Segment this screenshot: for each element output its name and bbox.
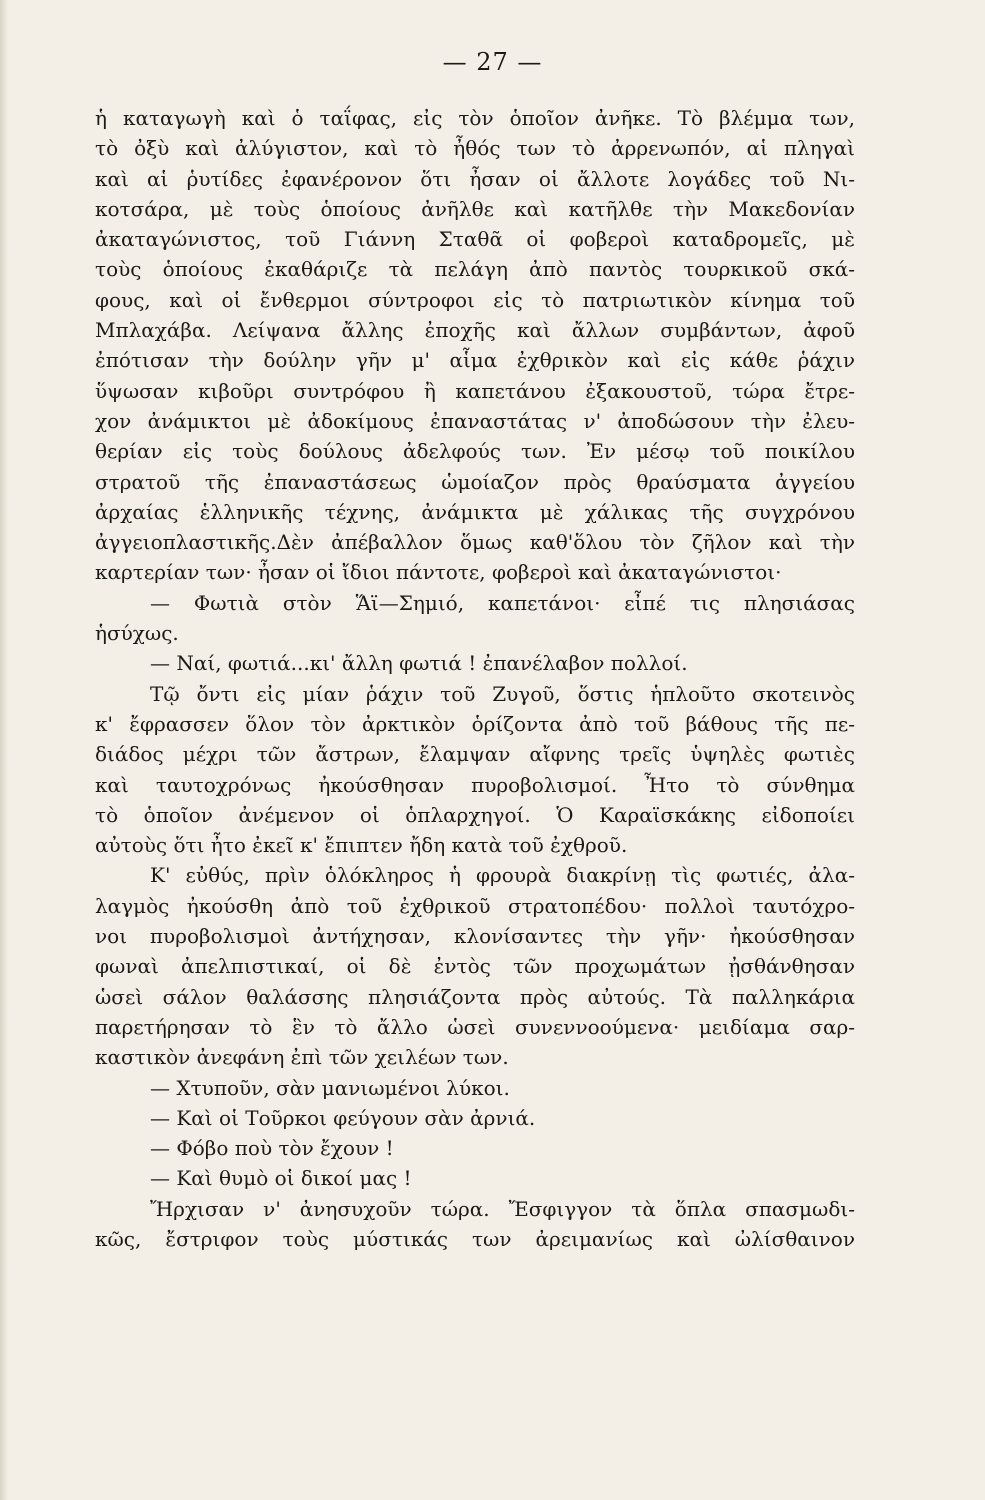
text-line: κ' ἔφρασσεν ὅλον τὸν ἀρκτικὸν ὁρίζοντα ἀπὸ τοῦ βάθους τῆς πε-	[95, 711, 855, 736]
text-line: παρετήρησαν τὸ ἓν τὸ ἄλλο ὡσεὶ συνεννοούμενα· μειδίαμα σαρ-	[95, 1014, 855, 1039]
text-line: διάδος μέχρι τῶν ἄστρων, ἔλαμψαν αἴφνης τρεῖς ὑψηλὲς φωτιὲς	[95, 742, 855, 767]
text-line: — Φόβο ποὺ τὸν ἔχουν !	[150, 1136, 394, 1161]
body-text	[95, 103, 855, 1254]
text-line: τὸ ὁποῖον ἀνέμενον οἱ ὁπλαρχηγοί. Ὁ Καραϊσκάκης εἰδοποίει	[95, 802, 855, 827]
text-line: αὐτοὺς ὅτι ἦτο ἐκεῖ κ' ἔπιπτεν ἤδη κατὰ τοῦ ἐχθροῦ.	[95, 833, 628, 858]
text-line: — Φωτιὰ στὸν Ἅϊ—Σημιό, καπετάνοι· εἶπέ τις πλησιάσας	[150, 590, 855, 615]
paragraph-dialog	[95, 648, 855, 678]
text-line: κῶς, ἔστριφον τοὺς μύστικάς των ἀρειμανίως καὶ ὠλίσθαινον	[95, 1226, 855, 1251]
text-line: — Χτυποῦν, σὰν μανιωμένοι λύκοι.	[150, 1075, 510, 1100]
text-line: καὶ αἱ ῥυτίδες ἐφανέρονον ὅτι ἦσαν οἱ ἄλλοτε λογάδες τοῦ Νι-	[95, 166, 855, 191]
text-line: ὕψωσαν κιβοῦρι συντρόφου ἢ καπετάνου ἐξακουστοῦ, τώρα ἔτρε-	[95, 378, 855, 403]
text-line: φους, καὶ οἱ ἔνθερμοι σύντροφοι εἰς τὸ πατριωτικὸν κίνημα τοῦ	[95, 287, 855, 312]
paragraph-dialog	[95, 1073, 855, 1103]
text-line: ἡσύχως.	[95, 621, 179, 646]
text-line: τὸ ὀξὺ καὶ ἀλύγιστον, καὶ τὸ ἦθός των τὸ ἀρρενωπόν, αἱ πληγαὶ	[95, 136, 855, 161]
text-line: τοὺς ὁποίους ἐκαθάριζε τὰ πελάγη ἀπὸ παντὸς τουρκικοῦ σκά-	[95, 257, 855, 282]
text-line: ἀρχαίας ἑλληνικῆς τέχνης, ἀνάμικτα μὲ χάλικας τῆς συγχρόνου	[95, 499, 855, 524]
text-line: θερίαν εἰς τοὺς δούλους ἀδελφούς των. Ἐν μέσῳ τοῦ ποικίλου	[95, 439, 855, 464]
text-line: στρατοῦ τῆς ἐπαναστάσεως ὡμοίαζον πρὸς θραύσματα ἀγγείου	[95, 469, 855, 494]
text-line: λαγμὸς ἠκούσθη ἀπὸ τοῦ ἐχθρικοῦ στρατοπέδου· πολλοὶ ταυτόχρο-	[95, 893, 855, 918]
paragraph	[95, 860, 855, 1072]
text-line: καρτερίαν των· ἦσαν οἱ ἴδιοι πάντοτε, φοβεροὶ καὶ ἀκαταγώνιστοι·	[95, 560, 782, 585]
text-line: Τῷ ὄντι εἰς μίαν ῥάχιν τοῦ Ζυγοῦ, ὅστις ἡπλοῦτο σκοτεινὸς	[150, 681, 855, 706]
paragraph-dialog	[95, 1103, 855, 1133]
text-line: — Καὶ οἱ Τοῦρκοι φεύγουν σὰν ἀρνιά.	[150, 1105, 536, 1130]
text-line: ἀκαταγώνιστος, τοῦ Γιάννη Σταθᾶ οἱ φοβεροὶ καταδρομεῖς, μὲ	[95, 227, 855, 252]
text-line: ὡσεὶ σάλον θαλάσσης πλησιάζοντα πρὸς αὐτούς. Τὰ παλληκάρια	[95, 984, 855, 1009]
page-number: — 27 —	[442, 48, 543, 76]
text-line: ἡ καταγωγὴ καὶ ὁ ταΐφας, εἰς τὸν ὁποῖον ἀνῆκε. Τὸ βλέμμα των,	[95, 106, 855, 130]
paragraph	[95, 1194, 855, 1255]
text-line: νοι πυροβολισμοὶ ἀντήχησαν, κλονίσαντες τὴν γῆν· ἠκούσθησαν	[95, 924, 855, 949]
text-line: Μπλαχάβα. Λείψανα ἄλλης ἐποχῆς καὶ ἄλλων συμβάντων, ἀφοῦ	[95, 318, 855, 343]
paragraph	[95, 679, 855, 861]
paragraph	[95, 103, 855, 588]
text-line: χον ἀνάμικτοι μὲ ἀδοκίμους ἐπαναστάτας ν' ἀποδώσουν τὴν ἐλευ-	[95, 408, 855, 433]
page-edge	[0, 0, 8, 1500]
paragraph-dialog	[95, 1133, 855, 1163]
text-line: — Καὶ θυμὸ οἱ δικοί μας !	[150, 1166, 412, 1191]
paragraph-dialog	[95, 1163, 855, 1193]
text-line: — Ναί, φωτιά...κι' ἄλλη φωτιά ! ἐπανέλαβον πολλοί.	[150, 651, 688, 676]
paragraph-dialog	[95, 588, 855, 649]
text-line: ἀγγειοπλαστικῆς.Δὲν ἀπέβαλλον ὅμως καθ'ὅλου τὸν ζῆλον καὶ τὴν	[95, 530, 855, 555]
text-line: καὶ ταυτοχρόνως ἠκούσθησαν πυροβολισμοί. Ἦτο τὸ σύνθημα	[95, 772, 855, 797]
text-line: καστικὸν ἀνεφάνη ἐπὶ τῶν χειλέων των.	[95, 1045, 509, 1070]
text-line: φωναὶ ἀπελπιστικαί, οἱ δὲ ἐντὸς τῶν προχωμάτων ᾐσθάνθησαν	[95, 954, 855, 979]
text-line: Κ' εὐθύς, πρὶν ὁλόκληρος ἡ φρουρὰ διακρίνῃ τὶς φωτιές, ἀλα-	[150, 863, 855, 888]
text-line: κοτσάρα, μὲ τοὺς ὁποίους ἀνῆλθε καὶ κατῆλθε τὴν Μακεδονίαν	[95, 196, 855, 221]
text-line: Ἤρχισαν ν' ἀνησυχοῦν τώρα. Ἔσφιγγον τὰ ὅπλα σπασμωδι-	[150, 1196, 855, 1221]
text-line: ἐπότισαν τὴν δούλην γῆν μ' αἷμα ἐχθρικὸν καὶ εἰς κάθε ῥάχιν	[95, 348, 855, 373]
